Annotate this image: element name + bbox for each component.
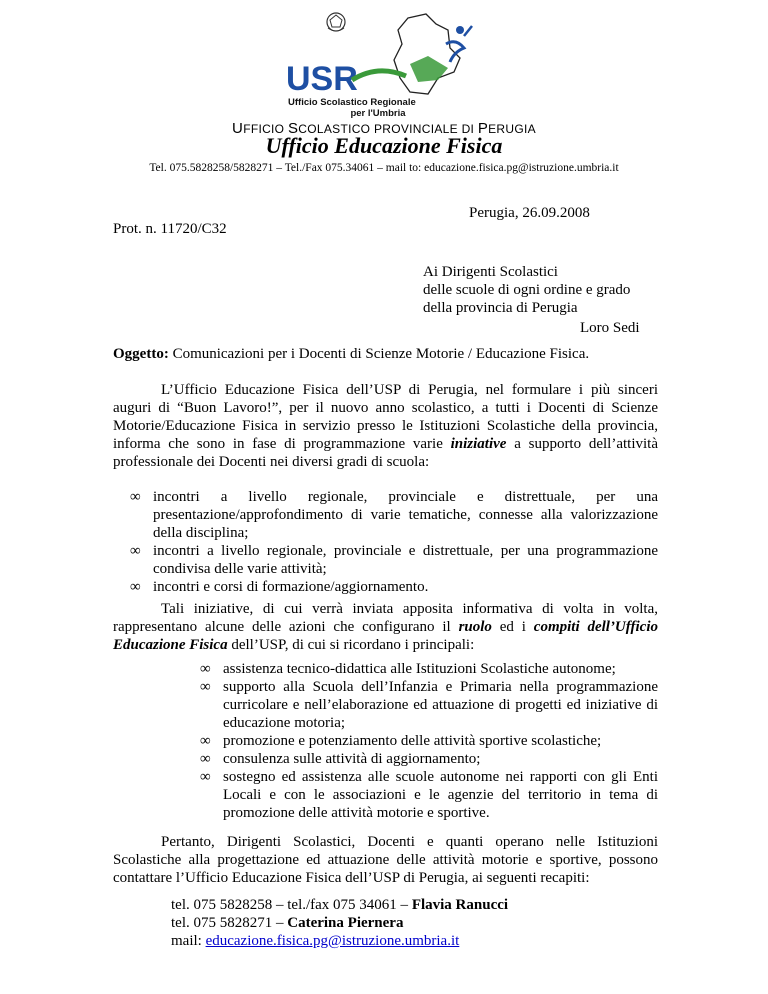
infinity-bullet-icon: ∞ (200, 733, 211, 749)
emphasis-ruolo: ruolo (458, 619, 492, 635)
place-date: Perugia, 26.09.2008 (469, 205, 590, 221)
contact-name: Caterina Piernera (287, 915, 404, 931)
email-link[interactable]: educazione.fisica.pg@istruzione.umbria.it (205, 933, 460, 949)
contact-block (171, 896, 508, 950)
list-item: ∞ consulenza sulle attività di aggiornamento; (200, 751, 481, 767)
logo-usr-text: USR (286, 60, 358, 98)
infinity-bullet-icon: ∞ (130, 579, 141, 595)
recipients-block (423, 263, 630, 317)
paragraph-intro: L’Ufficio Educazione Fisica dell’USP di Perugia, nel formulare i più sinceri auguri di “Buon Lavoro!”, per il nuovo anno scolastico, a tutti i Docenti di Scienze Motorie/Educazione Fisica in servizio presso le Istituzioni Scolastiche della provincia, informa che sono in fase di programmazione varie iniziative a supporto dell’attività professionale dei Docenti nei diversi gradi di scuola: (113, 382, 658, 470)
list-item: ∞ assistenza tecnico-didattica alle Istituzioni Scolastiche autonome; (200, 661, 616, 677)
subject-text: Comunicazioni per i Docenti di Scienze Motorie / Educazione Fisica. (168, 346, 590, 362)
list-item: ∞ supporto alla Scuola dell’Infanzia e Primaria nella programmazione curricolare e nell’elaborazione ed attuazione di progetti ed iniziative di educazione motoria; (200, 679, 658, 731)
list-item: ∞ incontri e corsi di formazione/aggiornamento. (130, 579, 429, 595)
loro-sedi: Loro Sedi (580, 320, 640, 336)
office-line: UFFICIO SCOLASTICO PROVINCIALE DI PERUGIA (232, 120, 536, 137)
contact-line-1: tel. 075 5828258 – tel./fax 075 34061 – Flavia Ranucci (171, 897, 509, 913)
contact-line-2: tel. 075 5828271 – Caterina Piernera (171, 915, 404, 931)
tasks-list (200, 660, 658, 822)
logo-subtitle-line2: per l'Umbria (350, 108, 406, 118)
italian-emblem-icon (327, 13, 345, 31)
logo-subtitle-line1: Ufficio Scolastico Regionale (288, 97, 416, 108)
infinity-bullet-icon: ∞ (200, 679, 211, 695)
document-title: Ufficio Educazione Fisica (265, 133, 503, 158)
recipient-line: delle scuole di ogni ordine e grado (423, 282, 631, 298)
recipient-line: Ai Dirigenti Scolastici (423, 264, 558, 280)
list-item: ∞ sostegno ed assistenza alle scuole autonome nei rapporti con gli Enti Locali e con le associazioni e le agenzie del territorio in tema di promozione delle attività motorie e sportive. (200, 769, 658, 821)
initiatives-list (130, 488, 658, 596)
list-item: ∞ incontri a livello regionale, provinciale e distrettuale, per una programmazione condivisa delle varie attività; (130, 543, 658, 577)
recipient-line: della provincia di Perugia (423, 300, 578, 316)
list-item: ∞ incontri a livello regionale, provinciale e distrettuale, per una presentazione/approfondimento di varie tematiche, connesse alla valorizzazione della disciplina; (130, 489, 658, 541)
infinity-bullet-icon: ∞ (200, 661, 211, 677)
paragraph-role: Tali iniziative, di cui verrà inviata apposita informativa di volta in volta, rappresentano alcune delle azioni che configurano il ruolo ed i compiti dell’Ufficio Educazione Fisica dell’USP, di cui si ricordano i principali: (113, 601, 658, 653)
contact-line-3: mail: educazione.fisica.pg@istruzione.umbria.it (171, 933, 460, 949)
paragraph-contacts-intro: Pertanto, Dirigenti Scolastici, Docenti e quanti operano nelle Istituzioni Scolastiche alla progettazione ed attuazione delle attività motorie e sportive, possono contattare l’Ufficio Educazione Fisica dell’USP di Perugia, ai seguenti recapiti: (113, 834, 658, 886)
header-contacts: Tel. 075.5828258/5828271 – Tel./Fax 075.34061 – mail to: educazione.fisica.pg@istruzione.umbria.it (149, 162, 619, 174)
usr-umbria-logo (278, 8, 488, 118)
emphasis-iniziative: iniziative (450, 436, 507, 452)
subject-line (113, 346, 589, 363)
infinity-bullet-icon: ∞ (200, 769, 211, 785)
list-item: ∞ promozione e potenziamento delle attività sportive scolastiche; (200, 733, 602, 749)
protocol-number: Prot. n. 11720/C32 (113, 221, 227, 237)
infinity-bullet-icon: ∞ (130, 543, 141, 559)
infinity-bullet-icon: ∞ (130, 489, 141, 505)
subject-label: Oggetto: (113, 346, 169, 362)
infinity-bullet-icon: ∞ (200, 751, 211, 767)
emphasis-compiti: compiti dell’Ufficio Educazione Fisica (113, 619, 658, 653)
umbria-map-icon (394, 14, 460, 94)
contact-name: Flavia Ranucci (411, 897, 509, 913)
